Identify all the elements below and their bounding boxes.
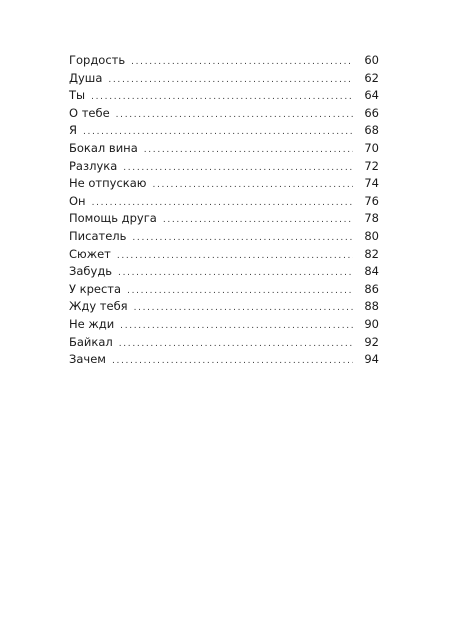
toc-entry-dusha[interactable] (69, 70, 379, 88)
toc-dot-leader (116, 107, 353, 125)
toc-entry-zhdu-tebya[interactable] (69, 298, 379, 316)
toc-entry-page: 86 (364, 281, 379, 296)
toc-dot-leader (127, 283, 353, 301)
toc-entry-zabud[interactable] (69, 263, 379, 281)
toc-dot-leader (118, 265, 353, 283)
toc-entry-title: Гордость (69, 53, 126, 67)
toc-dot-leader (134, 300, 353, 318)
toc-entry-page: 76 (364, 193, 379, 208)
toc-dot-leader (163, 212, 353, 230)
toc-entry-title: О тебе (69, 105, 110, 120)
toc-entry-page: 74 (364, 176, 379, 191)
toc-entry-title: Писатель (69, 228, 127, 243)
toc-entry-title: Жду тебя (69, 299, 128, 314)
toc-dot-leader (108, 72, 353, 90)
toc-entry-title: Не жди (69, 316, 115, 331)
toc-entry-title: Зачем (69, 352, 106, 367)
toc-entry-ne-otpuskayu[interactable] (69, 175, 379, 193)
toc-dot-leader (152, 177, 353, 195)
toc-entry-page: 88 (364, 299, 379, 314)
toc-dot-leader (119, 336, 353, 354)
toc-entry-page: 70 (364, 140, 379, 155)
toc-entry-page: 92 (364, 334, 379, 349)
toc-entry-title: Душа (69, 70, 103, 85)
toc-entry-o-tebe[interactable] (69, 105, 379, 123)
toc-dot-leader (120, 318, 353, 336)
toc-dot-leader (131, 54, 353, 72)
toc-entry-pomoshch-druga[interactable] (69, 210, 379, 228)
toc-entry-title: Я (69, 123, 77, 138)
toc-entry-title: Бокал вина (69, 140, 138, 155)
toc-entry-title: Ты (69, 88, 86, 103)
toc-entry-page: 90 (364, 316, 379, 331)
toc-entry-page: 78 (364, 211, 379, 226)
toc-entry-title: Он (69, 193, 86, 208)
toc-entry-page: 64 (364, 88, 379, 103)
toc-dot-leader (123, 160, 353, 178)
toc-entry-zachem[interactable] (69, 351, 379, 369)
toc-entry-title: Не отпускаю (69, 176, 147, 191)
toc-entry-bokal-vina[interactable] (69, 140, 379, 158)
toc-entry-page: 94 (364, 352, 379, 367)
toc-entry-title: Помощь друга (69, 211, 157, 226)
toc-entry-page: 80 (364, 228, 379, 243)
toc-entry-title: Сюжет (69, 246, 111, 261)
toc-entry-gordost[interactable] (69, 52, 379, 70)
toc-entry-ya[interactable] (69, 122, 379, 140)
toc-entry-title: Забудь (69, 264, 113, 279)
toc-entry-page: 84 (364, 264, 379, 279)
toc-entry-razluka[interactable] (69, 158, 379, 176)
toc-entry-page: 66 (364, 105, 379, 120)
toc-entry-u-kresta[interactable] (69, 281, 379, 299)
toc-entry-title: У креста (69, 281, 122, 296)
toc-entry-pisatel[interactable] (69, 228, 379, 246)
toc-entry-page: 82 (364, 246, 379, 261)
toc-dot-leader (117, 248, 353, 266)
toc-entry-baikal[interactable] (69, 334, 379, 352)
toc-entry-ty[interactable] (69, 87, 379, 105)
toc-entry-page: 68 (364, 123, 379, 138)
toc-dot-leader (112, 353, 353, 371)
toc-entry-page: 72 (364, 158, 379, 173)
toc-entry-title: Байкал (69, 334, 113, 349)
toc-entry-page: 62 (364, 70, 379, 85)
toc-entry-ne-zhdi[interactable] (69, 316, 379, 334)
table-of-contents (69, 52, 379, 369)
toc-entry-title: Разлука (69, 158, 118, 173)
toc-dot-leader (144, 142, 353, 160)
toc-entry-on[interactable] (69, 193, 379, 211)
toc-entry-page: 60 (364, 53, 379, 67)
toc-dot-leader (91, 89, 353, 107)
toc-dot-leader (132, 230, 353, 248)
toc-entry-syuzhet[interactable] (69, 246, 379, 264)
